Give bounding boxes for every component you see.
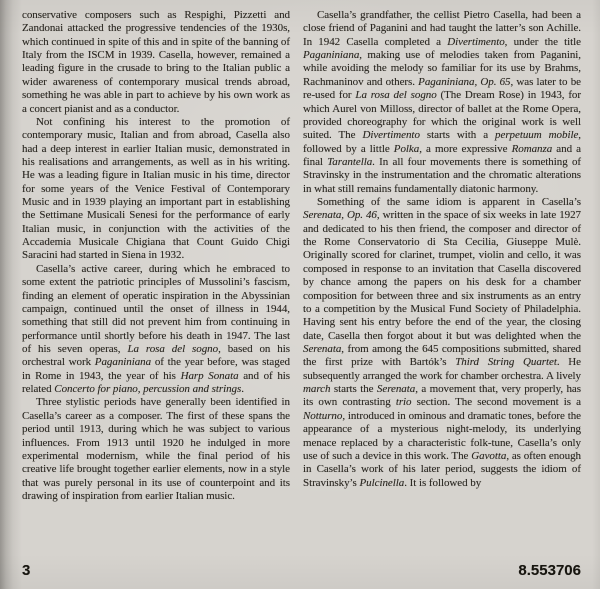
italic-work-title: perpetuum mobile (495, 129, 579, 142)
italic-work-title: Third String Quartet (455, 356, 557, 369)
text-run: , a more expressive (419, 142, 512, 155)
italic-work-title: Paganiniana (94, 356, 152, 369)
text-run: . In all four movements there is something of Stravinsky in the instrumentation and the chromatic alterations in what still remains fundamentally diatonic harmony. (303, 155, 582, 195)
italic-work-title: Paganiniana (303, 49, 360, 62)
text-run: , under the title (504, 35, 581, 48)
page-edge-shade (592, 0, 600, 589)
text-run: , a movement that, very properly, has its own contrasting (303, 383, 581, 409)
italic-work-title: Gavotta (471, 449, 507, 462)
text-run: , as often enough in Casella’s work of his later period, suggests the idiom of Stravinsky’s (303, 449, 581, 489)
text-run: , followed by a little (303, 129, 581, 155)
paragraph (22, 9, 290, 116)
text-run: Casella’s grandfather, the cellist Pietro Casella, had been a close friend of Paganini and had taught the latter’s son Achille. In 1942 Casella completed a (303, 9, 581, 48)
italic-work-title: Serenata (376, 383, 416, 396)
italic-work-title: Pulcinella (359, 476, 405, 489)
text-run: Something of the same idiom is apparent in Casella’s (317, 196, 581, 209)
text-run: Casella’s active career, during which he embraced to some extent the patriotic principles of Mussolini’s fascism, finding an element of operatic inspiration in the Abyssinian campaign, continued until the onset of illness in 1944, something that still did not prevent him from continuing in performance until shortly before his death in 1947. The last of his seven operas, (22, 262, 290, 355)
text-run: and of his related (22, 369, 291, 396)
text-run: Not confining his interest to the promotion of contemporary music, Italian and from abroad, Casella also had a deep interest in earlier Italian music, demonstrated in his realisations and arrangements, as well as in his writing. He was a leading figure in Italian music in his time, director for some years of the Venice Festival of Contemporary Music and in 1939 playing an important part in establishing the Settimane Musicali Senesi for the performance of early Italian music, in conjunction with the activities of the Accademia Musicale Chigiana that Count Guido Chigi Saracini had started in Siena in 1932. (22, 115, 290, 262)
italic-work-title: Concerto for piano, percussion and strings (54, 383, 242, 396)
page-number: 3 (22, 562, 31, 579)
text-run: . It is followed by (404, 476, 482, 489)
italic-work-title: trio (395, 396, 412, 409)
italic-work-title: Divertimento (447, 35, 505, 48)
italic-work-title: Serenata (303, 342, 342, 355)
paragraph (22, 263, 290, 397)
italic-work-title: Romanza (511, 142, 553, 155)
text-run: , written in the space of six weeks in late 1927 and dedicated to his then friend, the composer and director of the Rome Conservatorio di Sta Cecilia, Giuseppe Mulè. Originally scored for clarinet, trumpet, violin and cello, it was composed in response to an invitation that Casella discovered by chance among the papers on his desk for a chamber composition for between three and six instruments as an entry to a competition by the Musical Fund Society of Philadelphia. Having sent his entry before the end of the year, the closing date, Casella then forgot about it but was delighted when the (303, 209, 581, 342)
italic-work-title: Serenata, Op. 46 (303, 209, 377, 222)
paragraph (303, 196, 581, 490)
text-run: section. The second movement is a (411, 396, 582, 409)
text-run: , making use of melodies taken from Paganini, while avoiding the melody so familiar for its use by Brahms, Rachmaninov and others. (303, 49, 581, 88)
text-run: conservative composers such as Respighi, Pizzetti and Zandonai attacked the progressive tendencies of the 1930s, which continued in spite of this and in spite of the banning of Italy from the ISCM in 1939. Casella, however, remained a leading figure in the crusade to bring to the Italian public a wider awareness of contemporary musical trends abroad, something he was able in part to achieve by his own work as a concert pianist and as a conductor. (22, 9, 290, 115)
italic-work-title: La rosa del sogno (355, 89, 437, 102)
catalog-number: 8.553706 (518, 562, 581, 579)
italic-work-title: Tarantella (327, 155, 373, 168)
text-run: starts the (330, 383, 377, 396)
text-run: , based on his orchestral work (22, 342, 290, 369)
italic-work-title: Paganiniana, Op. 65 (418, 75, 511, 88)
italic-work-title: march (303, 383, 331, 396)
right-column (303, 9, 581, 503)
italic-work-title: Notturno (303, 409, 343, 422)
text-run: , was later to be re-used for (303, 75, 581, 102)
italic-work-title: Divertimento (362, 129, 420, 142)
text-run: starts with a (419, 129, 496, 142)
liner-notes-text (22, 9, 581, 503)
paragraph (22, 396, 290, 503)
italic-work-title: La rosa del sogno (127, 342, 219, 355)
text-run: (The Dream Rose) in 1943, for which Aurel von Milloss, director of ballet at the Rome Opera, provided choreography for which the original work is well suited. The (303, 89, 581, 142)
text-run: of the year before, was staged in Rome in 1943, the year of his (22, 356, 290, 382)
spine-shadow (0, 0, 22, 589)
page-footer (22, 562, 581, 579)
paragraph (22, 116, 290, 263)
italic-work-title: Polka (393, 142, 420, 155)
text-run: and a final (303, 142, 581, 168)
text-run: , introduced in ominous and dramatic tones, before the appearance of a mysterious night-melody, its underlying menace replaced by a characteristic folk-tune, Casella’s only use of such a device in this work. The (303, 409, 581, 462)
text-run: . (241, 383, 244, 396)
left-column (22, 9, 290, 503)
italic-work-title: Harp Sonata (180, 369, 239, 382)
paragraph (303, 9, 581, 196)
text-run: , from among the 645 compositions submitted, shared the first prize with Bartók’s (303, 342, 581, 369)
text-run: . He subsequently arranged the work for chamber orchestra. A lively (303, 356, 581, 382)
text-run: Three stylistic periods have generally been identified in Casella’s career as a composer. The first of these spans the period until 1913, during which he was subject to various influences. From 1913 until 1920 he indulged in more experimental modernism, while the final period of his creative life brought together earlier elements, now in a style that was purely personal in its use of counterpoint and its drawing of inspiration from earlier Italian music. (22, 396, 290, 502)
